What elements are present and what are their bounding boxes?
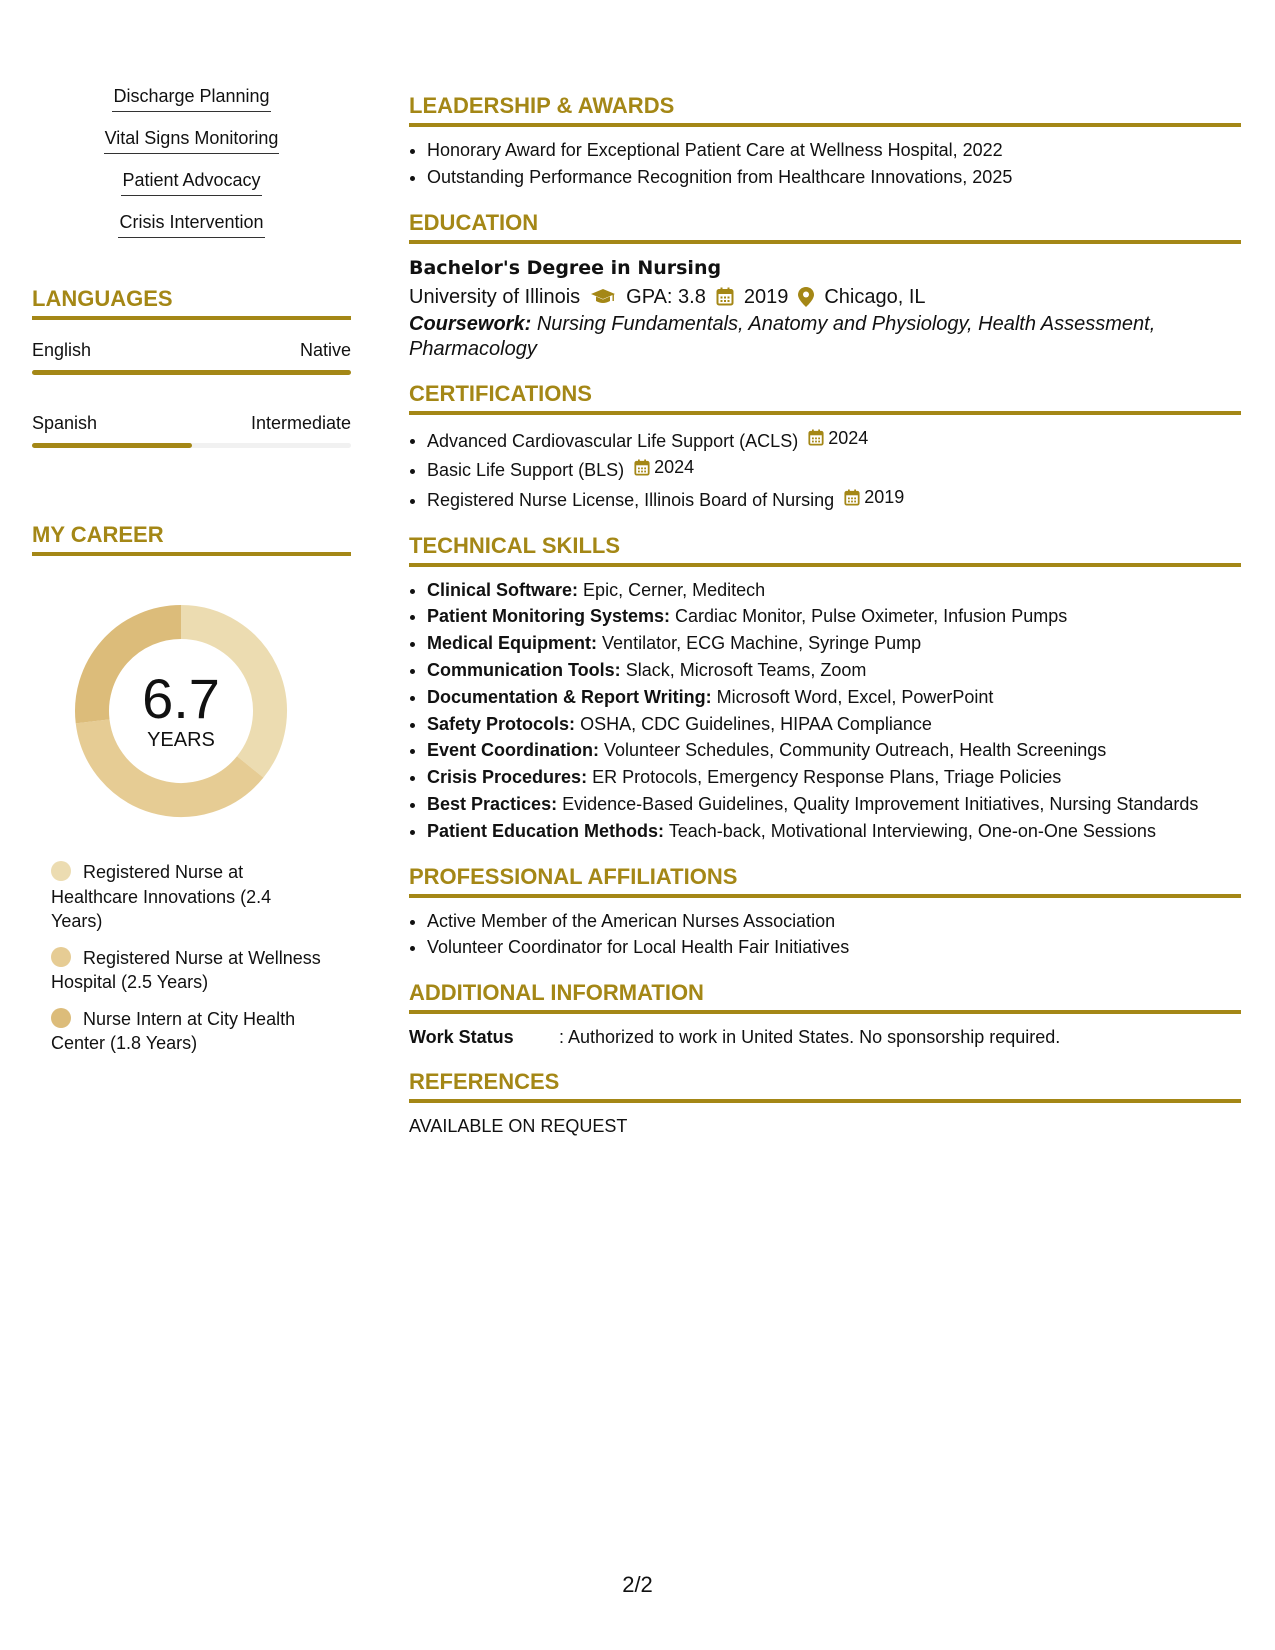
references-section <box>409 1068 1241 1139</box>
skill-value: Ventilator, ECG Machine, Syringe Pump <box>602 633 922 654</box>
certification-item <box>427 454 1241 484</box>
gpa: GPA: 3.8 <box>626 285 706 308</box>
skill-value: Cardiac Monitor, Pulse Oximeter, Infusion Pumps <box>675 606 1068 627</box>
list-item: • Outstanding Performance Recognition from Healthcare Innovations, 2025 <box>427 164 1241 191</box>
affiliations-heading: PROFESSIONAL AFFILIATIONS <box>409 863 1241 898</box>
language-item <box>32 338 351 375</box>
references-heading: REFERENCES <box>409 1068 1241 1103</box>
certification-year: 2024 <box>654 457 695 478</box>
languages-section <box>32 286 351 448</box>
school-location: Chicago, IL <box>824 285 926 308</box>
skill-label: Crisis Procedures: <box>427 767 588 788</box>
legend-dot <box>51 1008 71 1028</box>
work-status-label: Work Status <box>409 1027 514 1048</box>
legend-label: Registered Nurse at Healthcare Innovations (2.4 Years) <box>51 862 272 931</box>
additional-info-heading: ADDITIONAL INFORMATION <box>409 979 1241 1014</box>
certification-name: Registered Nurse License, Illinois Board of Nursing <box>427 489 835 510</box>
calendar-icon <box>716 287 734 306</box>
career-donut-chart <box>66 596 296 826</box>
coursework-label: Coursework: <box>409 312 532 335</box>
career-total-unit: YEARS <box>147 729 215 751</box>
calendar-icon <box>808 429 824 446</box>
legend-dot <box>51 861 71 881</box>
skill-tags <box>32 84 351 252</box>
main-content <box>409 92 1241 1157</box>
legend-item <box>51 1007 321 1056</box>
skill-value: Epic, Cerner, Meditech <box>583 579 766 600</box>
school-name: University of Illinois <box>409 285 581 308</box>
list-item: • Active Member of the American Nurses Association <box>427 908 1241 935</box>
certification-year: 2024 <box>828 427 869 448</box>
skill-item <box>427 711 1241 738</box>
skill-item <box>427 577 1241 604</box>
work-status-value: : Authorized to work in United States. No sponsorship required. <box>559 1027 1061 1048</box>
donut-center <box>66 596 296 826</box>
technical-skills-heading: TECHNICAL SKILLS <box>409 532 1241 567</box>
skill-item <box>427 791 1241 818</box>
career-legend <box>51 860 321 1056</box>
list-item: • Honorary Award for Exceptional Patient Care at Wellness Hospital, 2022 <box>427 137 1241 164</box>
skill-tag: Discharge Planning <box>112 84 270 112</box>
career-section <box>32 522 351 1056</box>
calendar-icon <box>844 489 860 506</box>
language-name: English <box>32 340 92 360</box>
skill-label: Medical Equipment: <box>427 633 598 654</box>
page-number: 2/2 <box>622 1572 653 1597</box>
graduation-cap-icon <box>590 288 616 306</box>
work-status-row <box>409 1024 1241 1050</box>
education-heading: EDUCATION <box>409 209 1241 244</box>
additional-info-section <box>409 979 1241 1050</box>
language-bar <box>32 443 351 448</box>
languages-heading: LANGUAGES <box>32 286 351 320</box>
certification-item <box>427 484 1241 514</box>
language-name: Spanish <box>32 413 98 433</box>
skill-tag: Vital Signs Monitoring <box>104 126 280 154</box>
career-total-value: 6.7 <box>142 667 220 730</box>
degree-title: Bachelor's Degree in Nursing <box>409 256 722 279</box>
coursework <box>409 312 1241 362</box>
skill-item <box>427 684 1241 711</box>
leadership-heading: LEADERSHIP & AWARDS <box>409 92 1241 127</box>
certifications-section <box>409 380 1241 514</box>
skill-tag: Patient Advocacy <box>121 168 261 196</box>
affiliations-section <box>409 863 1241 962</box>
skill-value: Teach-back, Motivational Interviewing, One-on-One Sessions <box>668 820 1156 841</box>
coursework-list: Nursing Fundamentals, Anatomy and Physiology, Health Assessment, Pharmacology <box>409 312 1156 360</box>
skill-value: OSHA, CDC Guidelines, HIPAA Compliance <box>580 713 932 734</box>
graduation-year: 2019 <box>743 285 789 308</box>
language-bar-fill <box>32 443 192 448</box>
language-level: Intermediate <box>250 413 351 433</box>
certification-name: Basic Life Support (BLS) <box>427 460 625 481</box>
skill-value: Evidence-Based Guidelines, Quality Improvement Initiatives, Nursing Standards <box>562 794 1199 815</box>
legend-item <box>51 946 321 995</box>
skill-value: Microsoft Word, Excel, PowerPoint <box>716 686 994 707</box>
skill-label: Safety Protocols: <box>427 713 576 734</box>
calendar-icon <box>634 459 650 476</box>
skill-label: Best Practices: <box>427 794 558 815</box>
education-meta <box>409 282 1241 312</box>
skill-label: Documentation & Report Writing: <box>427 686 712 707</box>
skill-item <box>427 764 1241 791</box>
skill-item <box>427 657 1241 684</box>
skill-tag: Crisis Intervention <box>118 210 264 238</box>
education-section <box>409 209 1241 362</box>
skill-label: Clinical Software: <box>427 579 579 600</box>
sidebar <box>32 84 351 1068</box>
skill-label: Patient Education Methods: <box>427 820 665 841</box>
career-heading: MY CAREER <box>32 522 351 556</box>
certification-year: 2019 <box>864 486 905 507</box>
skill-value: Slack, Microsoft Teams, Zoom <box>625 660 867 681</box>
legend-label: Nurse Intern at City Health Center (1.8 Years) <box>51 1008 296 1053</box>
skill-label: Event Coordination: <box>427 740 599 761</box>
technical-skills-section <box>409 532 1241 845</box>
skill-item <box>427 630 1241 657</box>
legend-dot <box>51 947 71 967</box>
skill-label: Patient Monitoring Systems: <box>427 606 671 627</box>
skill-item <box>427 818 1241 845</box>
skill-item <box>427 737 1241 764</box>
language-bar <box>32 370 351 375</box>
references-text: AVAILABLE ON REQUEST <box>409 1116 628 1137</box>
legend-item <box>51 860 321 934</box>
location-pin-icon <box>798 287 814 307</box>
list-item: • Volunteer Coordinator for Local Health Fair Initiatives <box>427 934 1241 961</box>
certifications-heading: CERTIFICATIONS <box>409 380 1241 415</box>
language-item <box>32 411 351 448</box>
language-level: Native <box>299 340 351 360</box>
leadership-section <box>409 92 1241 191</box>
skill-value: ER Protocols, Emergency Response Plans, Triage Policies <box>592 767 1062 788</box>
legend-label: Registered Nurse at Wellness Hospital (2.5 Years) <box>51 947 321 992</box>
skill-item <box>427 603 1241 630</box>
skill-label: Communication Tools: <box>427 660 621 681</box>
certification-item <box>427 425 1241 455</box>
language-bar-fill <box>32 370 351 375</box>
skill-value: Volunteer Schedules, Community Outreach, Health Screenings <box>604 740 1107 761</box>
certification-name: Advanced Cardiovascular Life Support (ACLS) <box>427 430 799 451</box>
